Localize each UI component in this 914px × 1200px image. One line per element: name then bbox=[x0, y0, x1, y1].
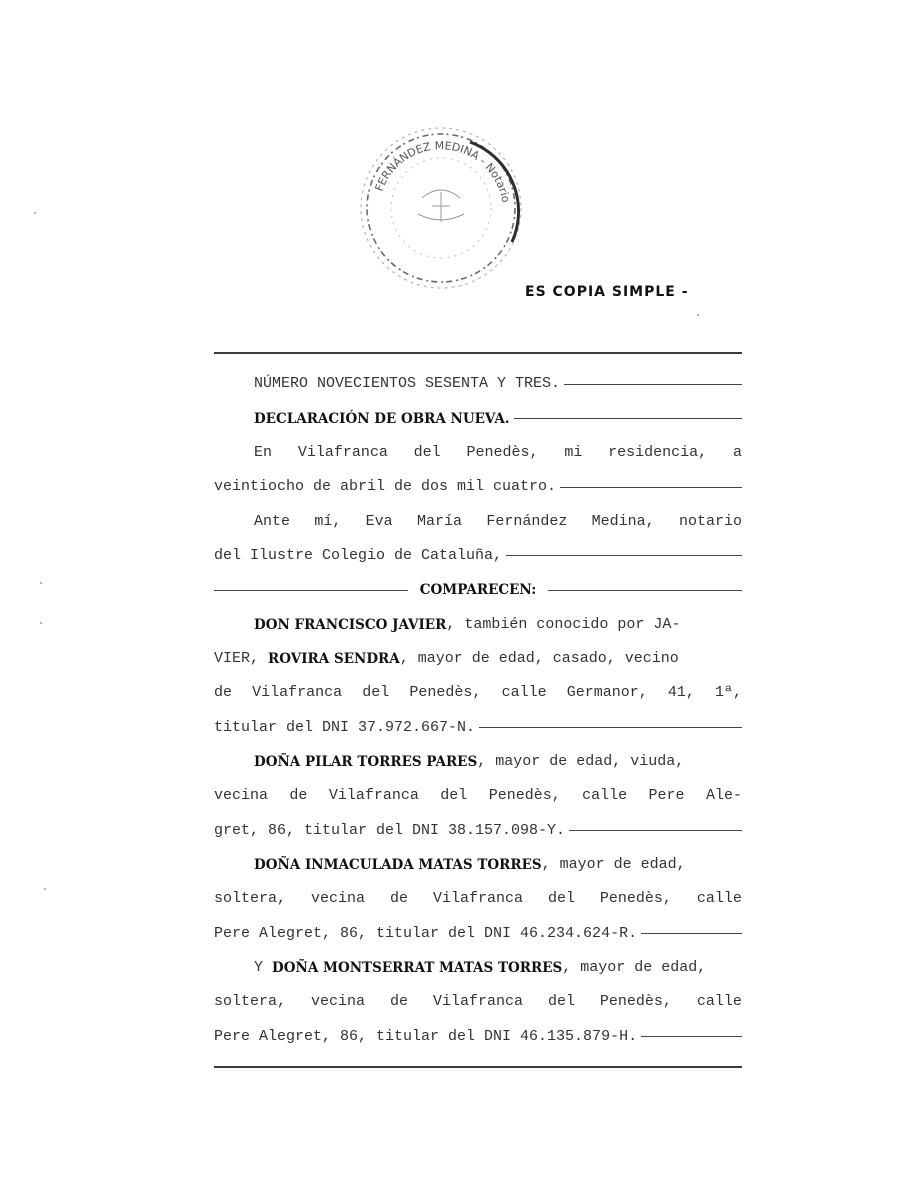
deed-line: Y DOÑA MONTSERRAT MATAS TORRES , mayor de edad, bbox=[254, 959, 707, 977]
scan-speck bbox=[40, 582, 42, 584]
deed-line: veintiocho de abril de dos mil cuatro. bbox=[214, 470, 742, 504]
deed-line: DOÑA PILAR TORRES PARES , mayor de edad, viuda, bbox=[254, 752, 685, 770]
deed-line: En Vilafranca del Penedès, mi residencia, a bbox=[254, 443, 742, 461]
deed-line: vecina de Vilafranca del Penedès, calle Pere Ale- bbox=[214, 787, 742, 805]
bottom-rule bbox=[214, 1066, 742, 1068]
deed-line: Pere Alegret, 86, titular del DNI 46.234.624-R. bbox=[214, 917, 742, 951]
deed-line: DON FRANCISCO JAVIER , también conocido por JA- bbox=[254, 615, 681, 633]
scan-speck bbox=[44, 888, 46, 890]
scan-speck bbox=[40, 622, 42, 624]
deed-line-heading: COMPARECEN: bbox=[214, 573, 742, 607]
deed-text bbox=[214, 367, 742, 1054]
scan-speck bbox=[34, 212, 36, 214]
deed-line: gret, 86, titular del DNI 38.157.098-Y. bbox=[214, 813, 742, 847]
deed-line: VIER, ROVIRA SENDRA , mayor de edad, casado, vecino bbox=[214, 649, 679, 667]
deed-line: titular del DNI 37.972.667-N. bbox=[214, 710, 742, 744]
deed-line: NÚMERO NOVECIENTOS SESENTA Y TRES. bbox=[214, 367, 742, 401]
deed-line: Pere Alegret, 86, titular del DNI 46.135.879-H. bbox=[214, 1020, 742, 1054]
deed-line: Ante mí, Eva María Fernández Medina, notario bbox=[254, 512, 742, 530]
deed-line: del Ilustre Colegio de Cataluña, bbox=[214, 539, 742, 573]
top-rule bbox=[214, 352, 742, 354]
deed-line: DOÑA INMACULADA MATAS TORRES , mayor de edad, bbox=[254, 855, 686, 873]
notary-seal bbox=[352, 122, 530, 294]
scan-speck bbox=[697, 314, 699, 316]
deed-line: DECLARACIÓN DE OBRA NUEVA. bbox=[214, 401, 742, 435]
deed-line: de Vilafranca del Penedès, calle Germanor, 41, 1ª, bbox=[214, 684, 742, 702]
deed-line: soltera, vecina de Vilafranca del Penedès, calle bbox=[214, 993, 742, 1011]
seal-text: FERNÁNDEZ MEDINA - Notario bbox=[372, 139, 513, 204]
copy-stamp-label: ES COPIA SIMPLE - bbox=[525, 284, 689, 300]
deed-line: soltera, vecina de Vilafranca del Penedès, calle bbox=[214, 890, 742, 908]
